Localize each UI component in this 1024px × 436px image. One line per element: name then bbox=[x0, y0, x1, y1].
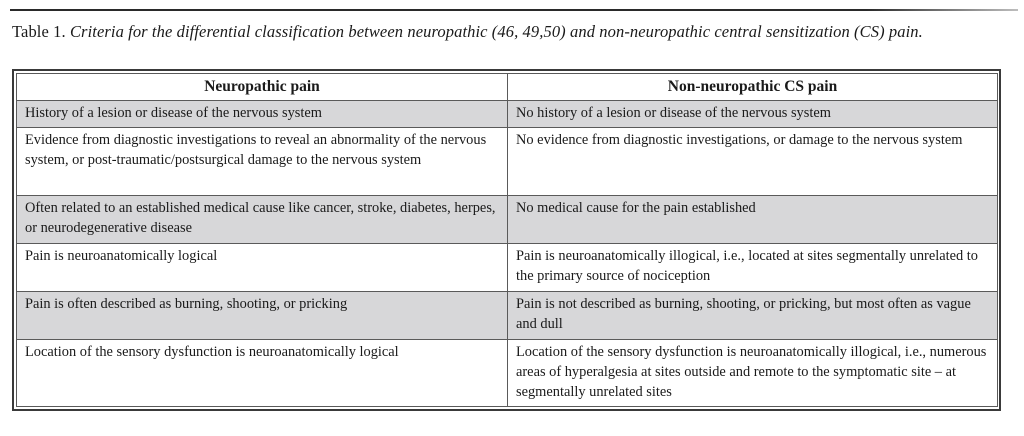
cell-non-neuropathic: Location of the sensory dysfunction is neuroanatomically illogical, i.e., numerous areas of hyperalgesia at sites outside and remote to the symptomatic site – at segmentally unrelated sites bbox=[508, 340, 998, 407]
criteria-table bbox=[16, 73, 998, 407]
table-row bbox=[17, 244, 998, 292]
caption-text: Criteria for the differential classification between neuropathic (46, 49,50) and non-neuropathic central sensitization (CS) pain. bbox=[69, 22, 923, 41]
table-row bbox=[17, 196, 998, 244]
cell-non-neuropathic: No evidence from diagnostic investigations, or damage to the nervous system bbox=[508, 128, 998, 196]
cell-neuropathic: Pain is neuroanatomically logical bbox=[17, 244, 508, 292]
cell-non-neuropathic: Pain is not described as burning, shooting, or pricking, but most often as vague and dull bbox=[508, 292, 998, 340]
cell-non-neuropathic: Pain is neuroanatomically illogical, i.e., located at sites segmentally unrelated to the primary source of nociception bbox=[508, 244, 998, 292]
cell-non-neuropathic: No medical cause for the pain established bbox=[508, 196, 998, 244]
table-row bbox=[17, 292, 998, 340]
table-row bbox=[17, 128, 998, 196]
cell-neuropathic: Location of the sensory dysfunction is neuroanatomically logical bbox=[17, 340, 508, 407]
table-row bbox=[17, 101, 998, 128]
header-neuropathic: Neuropathic pain bbox=[17, 74, 508, 101]
cell-neuropathic: History of a lesion or disease of the nervous system bbox=[17, 101, 508, 128]
cell-neuropathic: Pain is often described as burning, shooting, or pricking bbox=[17, 292, 508, 340]
header-non-neuropathic: Non-neuropathic CS pain bbox=[508, 74, 998, 101]
table-frame bbox=[12, 69, 1001, 411]
caption-label: Table 1. bbox=[12, 22, 66, 41]
table-header-row bbox=[17, 74, 998, 101]
cell-neuropathic: Evidence from diagnostic investigations to reveal an abnormality of the nervous system, or post-traumatic/postsurgical damage to the nervous system bbox=[17, 128, 508, 196]
cell-neuropathic: Often related to an established medical cause like cancer, stroke, diabetes, herpes, or neurodegenerative disease bbox=[17, 196, 508, 244]
top-rule bbox=[10, 9, 1018, 11]
cell-non-neuropathic: No history of a lesion or disease of the nervous system bbox=[508, 101, 998, 128]
table-row bbox=[17, 340, 998, 407]
table-caption bbox=[12, 21, 1002, 42]
